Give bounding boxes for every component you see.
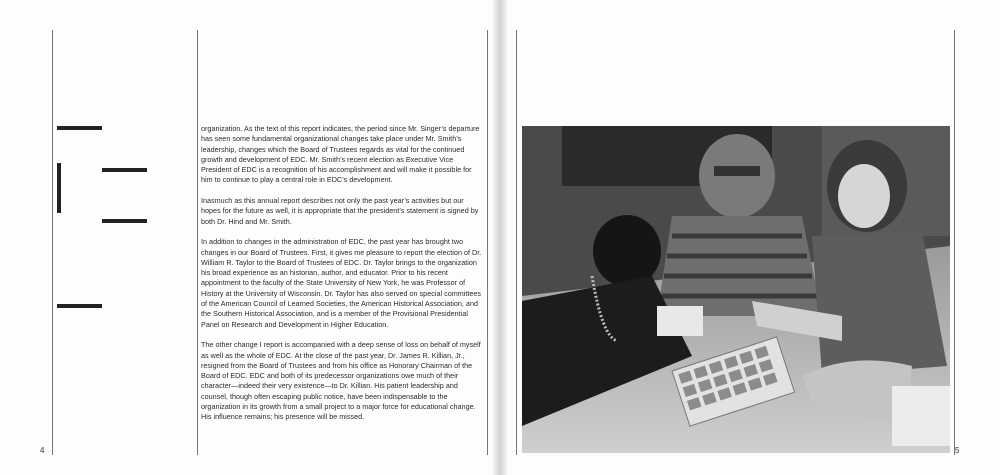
decor-bar-bottom [57,304,102,308]
decor-bar-mid-upper [102,168,147,172]
page-number-right: 5 [955,446,960,455]
paragraph-leadership: organization. As the text of this report indicates, the period since Mr. Singer’s departure has seen some fundamental organizational changes take place under Mr. Smith’s leadership, changes which the Board of Trustees regards as vital for the continued growth and development of EDC. Mr. Smith’s recent election as Executive Vice President of EDC is a recognition of his accomplishment and will make it possible for him to continue to play a central role in EDC’s development. [201,124,480,185]
game-box [657,306,703,336]
helmet-child-body [657,216,822,316]
decor-bar-vertical [57,163,61,213]
paragraph-killian: The other change I report is accompanied with a deep sense of loss on behalf of myself as well as the whole of EDC. At the close of the past year, Dr. James R. Killian, Jr., resigned from the Board of Trustees and from his office as Honorary Chairman of the Board of EDC. EDC and both of its predecessor organizations owe much of their character—indeed their very existence—to Dr. Killian. His patient leadership and counsel, though often escaping public notice, have been indispensable to the organization in its growth from a small project to a major force for educational change. His influence remains; his presence will be missed. [201,340,481,422]
paragraph-statement-signers: Inasmuch as this annual report describes not only the past year’s activities but our hopes for the future as well, it is appropriate that the president’s statement is signed by both Dr. Hind and Mr. Smith. [201,196,479,226]
left-column-rule [197,30,198,455]
page-number-left: 4 [40,446,45,455]
decor-bar-top [57,126,102,130]
decor-bar-mid-lower [102,219,147,223]
book-gutter [493,0,507,475]
girl-face [838,164,890,228]
children-photo [522,126,950,453]
right-margin-rule [954,30,955,455]
children-photo-illustration [522,126,950,453]
boy-head [593,215,661,287]
left-margin-rule [52,30,53,455]
helmet-visor [714,166,760,176]
paper-sheet [892,386,950,446]
report-body-text [201,124,483,433]
right-inner-rule [516,30,517,455]
paragraph-board-changes: In addition to changes in the administration of EDC, the past year has brought two changes in our Board of Trustees. First, it gives me pleasure to report the election of Dr. William R. Taylor to the Board of Trustees of EDC. Dr. Taylor brings to the organization his broad experience as an historian, author, and educator. Prior to his recent appointment to the faculty of the State University of New York, he was Professor of History at the University of Wisconsin. Dr. Taylor has also served on special committees of the American Council of Learned Societies, the American Historical Association, and the Southern Historical Association, and is a member of the Provisional Presidential Panel on Research and Development in Higher Education. [201,237,482,329]
left-inner-rule [487,30,488,455]
